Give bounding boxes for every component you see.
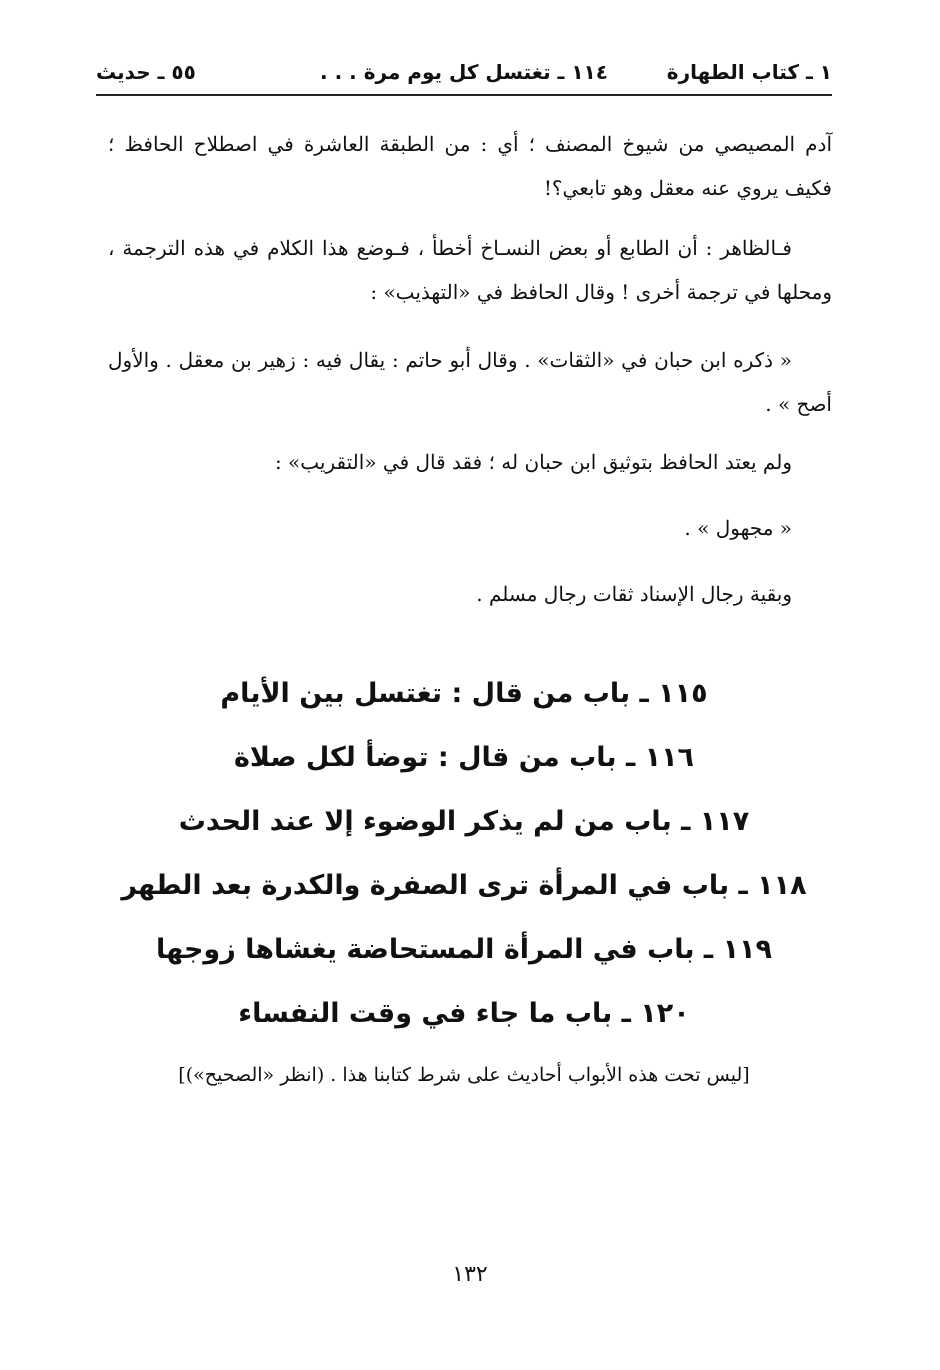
line-isnad: وبقية رجال الإسناد ثقات رجال مسلم .	[476, 582, 792, 606]
paragraph-1: آدم المصيصي من شيوخ المصنف ؛ أي : من الطبقة العاشرة في اصطلاح الحافظ ؛ فكيف يروي عنه معقل وهو تابعي؟!	[108, 132, 832, 200]
chapter-headings	[96, 662, 832, 1046]
header-chapter-title: ١١٤ ـ تغتسل كل يوم مرة . . .	[320, 60, 608, 84]
header-book-title: ١ ـ كتاب الطهارة	[666, 60, 832, 84]
running-header	[96, 56, 832, 92]
line-taqrib: ولم يعتد الحافظ بتوثيق ابن حبان له ؛ فقد قال في «التقريب» :	[274, 450, 792, 474]
paragraph-3-quote: « ذكره ابن حبان في «الثقات» . وقال أبو حاتم : يقال فيه : زهير بن معقل . والأول أصح » .	[108, 348, 832, 416]
chapter-heading: ١٢٠ ـ باب ما جاء في وقت النفساء	[238, 998, 690, 1029]
header-hadith-number: ٥٥ ـ حديث	[96, 60, 196, 84]
header-divider	[96, 94, 832, 96]
chapter-heading: ١١٧ ـ باب من لم يذكر الوضوء إلا عند الحدث	[178, 806, 750, 837]
chapter-heading: ١١٦ ـ باب من قال : توضأ لكل صلاة	[233, 742, 695, 773]
editor-note: [ليس تحت هذه الأبواب أحاديث على شرط كتابنا هذا . (انظر «الصحيح»)]	[178, 1064, 750, 1086]
line-majhul: « مجهول » .	[684, 516, 792, 540]
page-number: ١٣٢	[452, 1262, 488, 1287]
chapter-heading: ١١٥ ـ باب من قال : تغتسل بين الأيام	[220, 678, 708, 709]
chapter-heading: ١١٩ ـ باب في المرأة المستحاضة يغشاها زوجها	[155, 934, 773, 965]
chapter-heading: ١١٨ ـ باب في المرأة ترى الصفرة والكدرة بعد الطهر	[121, 870, 807, 901]
paragraph-2: فـالظاهر : أن الطابع أو بعض النسـاخ أخطأ ، فـوضع هذا الكلام في هذه الترجمة ، ومحلها في ترجمة أخرى ! وقال الحافظ في «التهذيب» :	[108, 236, 832, 304]
